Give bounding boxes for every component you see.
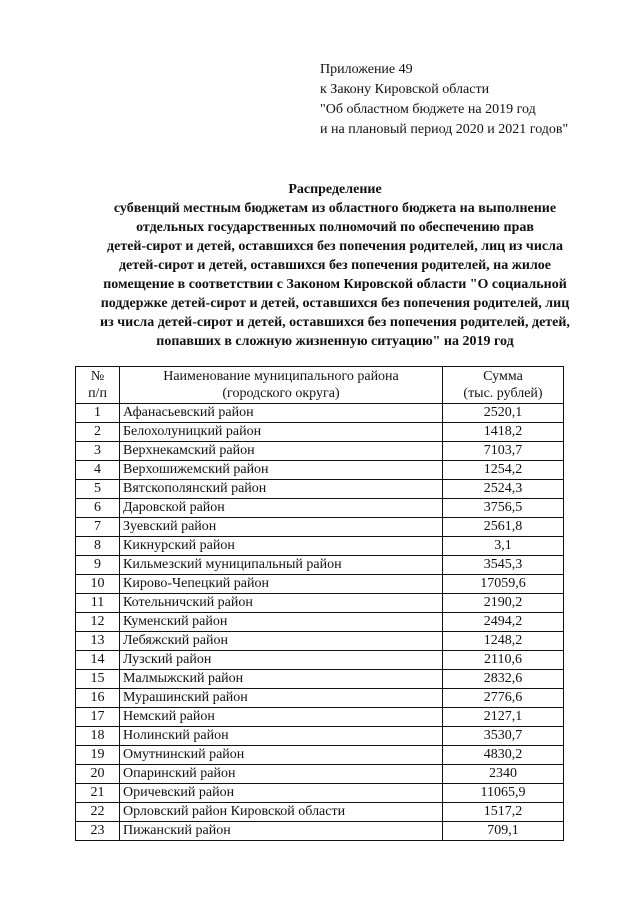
amount: 3545,3 bbox=[443, 556, 564, 575]
amount: 7103,7 bbox=[443, 442, 564, 461]
row-number: 7 bbox=[76, 518, 120, 537]
amount: 2110,6 bbox=[443, 651, 564, 670]
district-name: Верхнекамский район bbox=[120, 442, 443, 461]
row-number: 9 bbox=[76, 556, 120, 575]
table-row bbox=[76, 727, 564, 746]
table-row bbox=[76, 670, 564, 689]
table-row bbox=[76, 404, 564, 423]
district-name: Афанасьевский район bbox=[120, 404, 443, 423]
amount: 3756,5 bbox=[443, 499, 564, 518]
row-number: 6 bbox=[76, 499, 120, 518]
table-row bbox=[76, 765, 564, 784]
district-name: Белохолуницкий район bbox=[120, 423, 443, 442]
row-number: 1 bbox=[76, 404, 120, 423]
row-number: 3 bbox=[76, 442, 120, 461]
amount: 2190,2 bbox=[443, 594, 564, 613]
title-line: попавших в сложную жизненную ситуацию" на 2019 год bbox=[156, 334, 514, 349]
district-name: Орловский район Кировской области bbox=[120, 803, 443, 822]
appendix-line: и на плановый период 2020 и 2021 годов" bbox=[320, 122, 569, 137]
amount: 1418,2 bbox=[443, 423, 564, 442]
table-row bbox=[76, 518, 564, 537]
row-number: 22 bbox=[76, 803, 120, 822]
district-name: Даровской район bbox=[120, 499, 443, 518]
amount: 11065,9 bbox=[443, 784, 564, 803]
table-row bbox=[76, 746, 564, 765]
row-number: 11 bbox=[76, 594, 120, 613]
district-name: Вятскополянский район bbox=[120, 480, 443, 499]
amount: 3530,7 bbox=[443, 727, 564, 746]
district-name: Опаринский район bbox=[120, 765, 443, 784]
subvention-table bbox=[75, 366, 564, 841]
amount: 1254,2 bbox=[443, 461, 564, 480]
district-name: Зуевский район bbox=[120, 518, 443, 537]
table-row bbox=[76, 708, 564, 727]
amount: 2776,6 bbox=[443, 689, 564, 708]
table-row bbox=[76, 784, 564, 803]
row-number: 18 bbox=[76, 727, 120, 746]
amount: 2520,1 bbox=[443, 404, 564, 423]
header-sum-line2: (тыс. рублей) bbox=[463, 386, 543, 401]
table-row bbox=[76, 803, 564, 822]
table-row bbox=[76, 689, 564, 708]
district-name: Верхошижемский район bbox=[120, 461, 443, 480]
header-num bbox=[76, 367, 120, 404]
table-row bbox=[76, 480, 564, 499]
district-name: Оричевский район bbox=[120, 784, 443, 803]
district-name: Малмыжский район bbox=[120, 670, 443, 689]
row-number: 15 bbox=[76, 670, 120, 689]
header-sum-line1: Сумма bbox=[483, 369, 523, 384]
title-line: детей-сирот и детей, оставшихся без попечения родителей, лиц из числа bbox=[107, 239, 563, 254]
row-number: 12 bbox=[76, 613, 120, 632]
table-row bbox=[76, 613, 564, 632]
table-row bbox=[76, 575, 564, 594]
table-body bbox=[76, 404, 564, 841]
district-name: Куменский район bbox=[120, 613, 443, 632]
document-title bbox=[40, 180, 630, 351]
district-name: Котельничский район bbox=[120, 594, 443, 613]
table-header-row bbox=[76, 367, 564, 404]
district-name: Немский район bbox=[120, 708, 443, 727]
row-number: 5 bbox=[76, 480, 120, 499]
header-name bbox=[120, 367, 443, 404]
row-number: 8 bbox=[76, 537, 120, 556]
appendix-line: Приложение 49 bbox=[320, 62, 413, 77]
row-number: 19 bbox=[76, 746, 120, 765]
header-sum bbox=[443, 367, 564, 404]
title-line: отдельных государственных полномочий по обеспечению прав bbox=[136, 220, 534, 235]
appendix-line: "Об областном бюджете на 2019 год bbox=[320, 102, 536, 117]
title-line: поддержке детей-сирот и детей, оставшихся без попечения родителей, лиц bbox=[100, 296, 570, 311]
appendix-block bbox=[320, 60, 568, 140]
amount: 2832,6 bbox=[443, 670, 564, 689]
row-number: 13 bbox=[76, 632, 120, 651]
title-line: субвенций местным бюджетам из областного бюджета на выполнение bbox=[113, 201, 557, 216]
table-row bbox=[76, 423, 564, 442]
table-row bbox=[76, 556, 564, 575]
title-heading: Распределение bbox=[288, 182, 382, 197]
table-row bbox=[76, 442, 564, 461]
district-name: Кикнурский район bbox=[120, 537, 443, 556]
amount: 2561,8 bbox=[443, 518, 564, 537]
district-name: Кильмезский муниципальный район bbox=[120, 556, 443, 575]
row-number: 10 bbox=[76, 575, 120, 594]
table-row bbox=[76, 632, 564, 651]
appendix-line: к Закону Кировской области bbox=[320, 82, 490, 97]
district-name: Лузский район bbox=[120, 651, 443, 670]
amount: 2494,2 bbox=[443, 613, 564, 632]
header-name-line2: (городского округа) bbox=[222, 386, 340, 401]
row-number: 20 bbox=[76, 765, 120, 784]
amount: 2127,1 bbox=[443, 708, 564, 727]
amount: 2340 bbox=[443, 765, 564, 784]
title-line: детей-сирот и детей, оставшихся без попечения родителей, на жилое bbox=[118, 258, 552, 273]
header-name-line1: Наименование муниципального района bbox=[163, 369, 399, 384]
district-name: Мурашинский район bbox=[120, 689, 443, 708]
amount: 17059,6 bbox=[443, 575, 564, 594]
amount: 4830,2 bbox=[443, 746, 564, 765]
row-number: 4 bbox=[76, 461, 120, 480]
amount: 2524,3 bbox=[443, 480, 564, 499]
table-row bbox=[76, 537, 564, 556]
amount: 3,1 bbox=[443, 537, 564, 556]
table-row bbox=[76, 499, 564, 518]
title-line: помещение в соответствии с Законом Кировской области "О социальной bbox=[103, 277, 567, 292]
district-name: Нолинский район bbox=[120, 727, 443, 746]
row-number: 14 bbox=[76, 651, 120, 670]
row-number: 23 bbox=[76, 822, 120, 841]
table-row bbox=[76, 822, 564, 841]
amount: 1248,2 bbox=[443, 632, 564, 651]
district-name: Кирово-Чепецкий район bbox=[120, 575, 443, 594]
header-num-line2: п/п bbox=[88, 386, 107, 401]
table-row bbox=[76, 651, 564, 670]
district-name: Омутнинский район bbox=[120, 746, 443, 765]
row-number: 21 bbox=[76, 784, 120, 803]
row-number: 16 bbox=[76, 689, 120, 708]
amount: 709,1 bbox=[443, 822, 564, 841]
district-name: Лебяжский район bbox=[120, 632, 443, 651]
header-num-line1: № bbox=[90, 369, 105, 384]
table-row bbox=[76, 461, 564, 480]
row-number: 2 bbox=[76, 423, 120, 442]
table-row bbox=[76, 594, 564, 613]
amount: 1517,2 bbox=[443, 803, 564, 822]
title-line: из числа детей-сирот и детей, оставшихся без попечения родителей, детей, bbox=[100, 315, 570, 330]
district-name: Пижанский район bbox=[120, 822, 443, 841]
row-number: 17 bbox=[76, 708, 120, 727]
